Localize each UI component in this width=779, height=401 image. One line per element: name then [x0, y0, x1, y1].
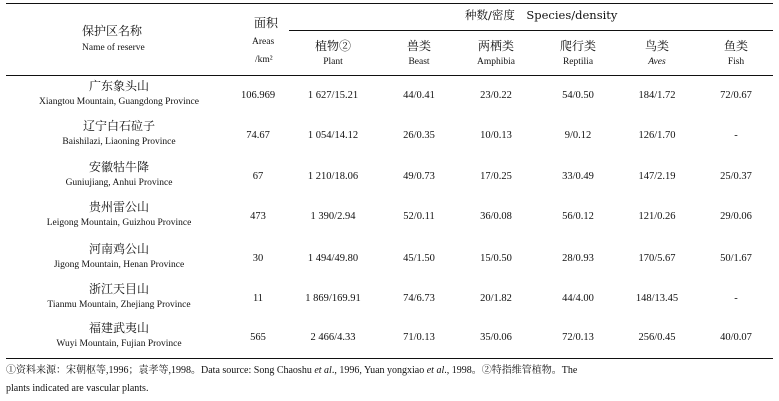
- header-group-title: 种数/密度 Species/density: [465, 8, 618, 22]
- reserve-name-cn: 浙江天目山: [88, 282, 149, 296]
- amphibia-value: 35/0.06: [480, 332, 512, 343]
- beast-value: 45/1.50: [403, 253, 435, 264]
- beast-value: 44/0.41: [403, 90, 435, 101]
- reserve-name-cn: 河南鸡公山: [88, 242, 149, 256]
- beast-value: 71/0.13: [403, 332, 435, 343]
- header-reserve-en: Name of reserve: [82, 43, 145, 53]
- aves-value: 147/2.19: [638, 171, 676, 182]
- reserve-name-cn: 贵州雷公山: [88, 200, 149, 214]
- amphibia-value: 10/0.13: [480, 130, 512, 141]
- area-value: 11: [252, 293, 264, 304]
- area-value: 473: [250, 211, 266, 222]
- plant-value: 1 869/169.91: [305, 293, 361, 304]
- header-col-reptilia-cn: 爬行类: [559, 39, 596, 53]
- top-rule: [6, 3, 773, 4]
- amphibia-value: 20/1.82: [480, 293, 512, 304]
- header-col-fish-cn: 鱼类: [723, 39, 748, 53]
- area-value: 30: [252, 253, 264, 264]
- amphibia-value: 36/0.08: [480, 211, 512, 222]
- beast-value: 26/0.35: [403, 130, 435, 141]
- reserve-name-en: Tianmu Mountain, Zhejiang Province: [47, 300, 191, 310]
- plant-value: 1 494/49.80: [307, 253, 359, 264]
- reserve-name-cn: 广东象头山: [88, 79, 149, 93]
- fish-value: 72/0.67: [720, 90, 752, 101]
- fish-value: -: [734, 130, 738, 141]
- amphibia-value: 15/0.50: [480, 253, 512, 264]
- area-value: 67: [252, 171, 264, 182]
- plant-value: 1 054/14.12: [307, 130, 359, 141]
- reserve-name-cn: 辽宁白石砬子: [82, 119, 155, 133]
- footnote-text-1: ①资料来源：宋朝枢等,1996；袁孝等,1998。Data source: Song Chaoshu: [6, 365, 315, 376]
- area-value: 74.67: [246, 130, 270, 141]
- group-rule: [289, 30, 773, 31]
- aves-value: 256/0.45: [638, 332, 676, 343]
- reserve-name-en: Jigong Mountain, Henan Province: [53, 260, 185, 270]
- header-area-en: Areas: [252, 37, 275, 47]
- reserve-name-en: Leigong Mountain, Guizhou Province: [46, 218, 192, 228]
- reserve-name-en: Guniujiang, Anhui Province: [65, 178, 173, 188]
- reserve-name-en: Xiangtou Mountain, Guangdong Province: [39, 97, 199, 107]
- fish-value: 50/1.67: [720, 253, 752, 264]
- fish-value: 40/0.07: [720, 332, 752, 343]
- aves-value: 126/1.70: [638, 130, 676, 141]
- footnote-text-3: ., 1998。②特指维管植物。The: [444, 365, 578, 376]
- beast-value: 52/0.11: [403, 211, 435, 222]
- reptilia-value: 28/0.93: [562, 253, 594, 264]
- area-value: 106.969: [240, 90, 276, 101]
- header-col-amphibia-en: Amphibia: [477, 57, 515, 67]
- plant-value: 1 627/15.21: [307, 90, 359, 101]
- plant-value: 2 466/4.33: [310, 332, 356, 343]
- reptilia-value: 56/0.12: [562, 211, 594, 222]
- header-col-plant-en: Plant: [323, 57, 343, 67]
- reptilia-value: 44/4.00: [562, 293, 594, 304]
- fish-value: -: [734, 293, 738, 304]
- reptilia-value: 72/0.13: [562, 332, 594, 343]
- reptilia-value: 33/0.49: [562, 171, 594, 182]
- amphibia-value: 23/0.22: [480, 90, 512, 101]
- header-area-cn: 面积: [254, 16, 279, 30]
- footnote-line-2: plants indicated are vascular plants.: [6, 383, 149, 394]
- header-col-reptilia-en: Reptilia: [562, 57, 594, 67]
- header-col-aves-en: Aves: [648, 57, 666, 67]
- footnote-text-2: ., 1996, Yuan yongxiao: [331, 365, 427, 376]
- amphibia-value: 17/0.25: [480, 171, 512, 182]
- reserve-name-en: Wuyi Mountain, Fujian Province: [56, 339, 182, 349]
- reptilia-value: 9/0.12: [564, 130, 592, 141]
- reptilia-value: 54/0.50: [562, 90, 594, 101]
- reserve-name-en: Baishilazi, Liaoning Province: [62, 137, 176, 147]
- header-rule: [6, 75, 773, 76]
- reserve-name-cn: 福建武夷山: [88, 321, 149, 335]
- header-col-fish-en: Fish: [727, 57, 745, 67]
- beast-value: 49/0.73: [403, 171, 435, 182]
- fish-value: 25/0.37: [720, 171, 752, 182]
- header-col-beast-cn: 兽类: [406, 39, 431, 53]
- header-reserve-cn: 保护区名称: [82, 24, 143, 38]
- aves-value: 184/1.72: [638, 90, 676, 101]
- area-value: 565: [250, 332, 266, 343]
- plant-value: 1 210/18.06: [307, 171, 359, 182]
- footnote-etal-2: et al: [426, 365, 445, 376]
- aves-value: 121/0.26: [638, 211, 676, 222]
- footnote: [6, 362, 773, 398]
- bottom-rule: [6, 358, 773, 359]
- header-col-amphibia-cn: 两栖类: [477, 39, 514, 53]
- aves-value: 170/5.67: [638, 253, 676, 264]
- header-area-unit: /km²: [255, 55, 273, 65]
- beast-value: 74/6.73: [403, 293, 435, 304]
- footnote-etal-1: et al: [314, 365, 332, 376]
- plant-value: 1 390/2.94: [310, 211, 356, 222]
- aves-value: 148/13.45: [635, 293, 679, 304]
- header-col-aves-cn: 鸟类: [644, 39, 669, 53]
- fish-value: 29/0.06: [720, 211, 752, 222]
- header-col-beast-en: Beast: [408, 57, 430, 67]
- reserve-name-cn: 安徽牯牛降: [88, 160, 149, 174]
- header-col-plant-cn: 植物②: [314, 39, 351, 53]
